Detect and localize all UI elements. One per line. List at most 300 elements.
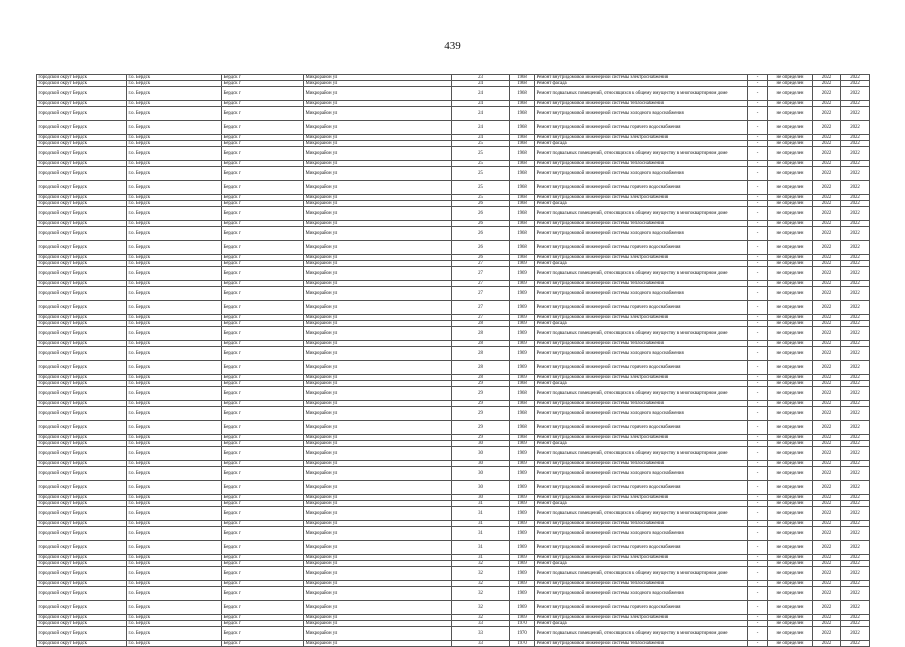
table-row: [37, 327, 870, 341]
dash-cell: -: [748, 167, 768, 181]
status-cell: не определен: [768, 407, 813, 421]
street-cell: Микрорайон ул: [304, 167, 452, 181]
table-row: [37, 541, 870, 555]
status-cell: не определен: [768, 327, 813, 341]
city-cell: Бердск г: [222, 315, 304, 321]
table-row: [37, 507, 870, 521]
dash-cell: -: [748, 287, 768, 301]
house-cell: 24: [452, 107, 510, 121]
year-to-cell: 2022: [841, 621, 870, 627]
year-from-cell: 2022: [813, 327, 841, 341]
dash-cell: -: [748, 341, 768, 347]
dash-cell: -: [748, 401, 768, 407]
district-cell: городской округ Бердск: [37, 461, 127, 467]
year-from-cell: 2022: [813, 267, 841, 281]
house-cell: 24: [452, 135, 510, 141]
status-cell: не определен: [768, 107, 813, 121]
district-cell: городской округ Бердск: [37, 195, 127, 201]
work-type-cell: Ремонт внутридомовой инженерной системы электроснабжения: [535, 195, 748, 201]
year-to-cell: 2022: [841, 287, 870, 301]
house-cell: 25: [452, 195, 510, 201]
year-from-cell: 2022: [813, 241, 841, 255]
city-cell: Бердск г: [222, 581, 304, 587]
year-to-cell: 2022: [841, 567, 870, 581]
year-from-cell: 2022: [813, 627, 841, 641]
dash-cell: -: [748, 561, 768, 567]
settlement-cell: г.о. Бердск: [127, 587, 222, 601]
year-from-cell: 2022: [813, 101, 841, 107]
house-cell: 28: [452, 341, 510, 347]
dash-cell: -: [748, 267, 768, 281]
house-cell: 27: [452, 315, 510, 321]
table-row: [37, 481, 870, 495]
street-cell: Микрорайон ул: [304, 87, 452, 101]
year-to-cell: 2022: [841, 401, 870, 407]
dash-cell: -: [748, 147, 768, 161]
status-cell: не определен: [768, 221, 813, 227]
city-cell: Бердск г: [222, 195, 304, 201]
year-built-cell: 1970: [510, 627, 535, 641]
year-built-cell: 1968: [510, 101, 535, 107]
district-cell: городской округ Бердск: [37, 255, 127, 261]
year-from-cell: 2022: [813, 621, 841, 627]
house-cell: 29: [452, 435, 510, 441]
district-cell: городской округ Бердск: [37, 75, 127, 81]
street-cell: Микрорайон ул: [304, 387, 452, 401]
settlement-cell: г.о. Бердск: [127, 195, 222, 201]
table-row: [37, 567, 870, 581]
settlement-cell: г.о. Бердск: [127, 381, 222, 387]
street-cell: Микрорайон ул: [304, 375, 452, 381]
status-cell: не определен: [768, 207, 813, 221]
city-cell: Бердск г: [222, 301, 304, 315]
status-cell: не определен: [768, 381, 813, 387]
year-built-cell: 1968: [510, 161, 535, 167]
year-to-cell: 2022: [841, 435, 870, 441]
city-cell: Бердск г: [222, 267, 304, 281]
dash-cell: -: [748, 101, 768, 107]
district-cell: городской округ Бердск: [37, 81, 127, 87]
city-cell: Бердск г: [222, 447, 304, 461]
year-to-cell: 2022: [841, 387, 870, 401]
status-cell: не определен: [768, 321, 813, 327]
year-to-cell: 2022: [841, 481, 870, 495]
status-cell: не определен: [768, 387, 813, 401]
work-type-cell: Ремонт внутридомовой инженерной системы теплоснабжения: [535, 401, 748, 407]
district-cell: городской округ Бердск: [37, 135, 127, 141]
house-cell: 30: [452, 495, 510, 501]
settlement-cell: г.о. Бердск: [127, 401, 222, 407]
year-built-cell: 1968: [510, 255, 535, 261]
year-from-cell: 2022: [813, 87, 841, 101]
street-cell: Микрорайон ул: [304, 627, 452, 641]
year-built-cell: 1968: [510, 381, 535, 387]
street-cell: Микрорайон ул: [304, 601, 452, 615]
city-cell: Бердск г: [222, 107, 304, 121]
dash-cell: -: [748, 281, 768, 287]
year-to-cell: 2022: [841, 261, 870, 267]
city-cell: Бердск г: [222, 521, 304, 527]
year-from-cell: 2022: [813, 641, 841, 647]
house-cell: 29: [452, 387, 510, 401]
year-built-cell: 1970: [510, 621, 535, 627]
status-cell: не определен: [768, 301, 813, 315]
settlement-cell: г.о. Бердск: [127, 341, 222, 347]
house-cell: 31: [452, 541, 510, 555]
city-cell: Бердск г: [222, 587, 304, 601]
district-cell: городской округ Бердск: [37, 495, 127, 501]
work-type-cell: Ремонт внутридомовой инженерной системы электроснабжения: [535, 315, 748, 321]
year-from-cell: 2022: [813, 561, 841, 567]
year-to-cell: 2022: [841, 161, 870, 167]
district-cell: городской округ Бердск: [37, 267, 127, 281]
year-from-cell: 2022: [813, 195, 841, 201]
work-type-cell: Ремонт внутридомовой инженерной системы теплоснабжения: [535, 221, 748, 227]
dash-cell: -: [748, 627, 768, 641]
work-type-cell: Ремонт внутридомовой инженерной системы холодного водоснабжения: [535, 107, 748, 121]
street-cell: Микрорайон ул: [304, 261, 452, 267]
work-type-cell: Ремонт внутридомовой инженерной системы теплоснабжения: [535, 161, 748, 167]
settlement-cell: г.о. Бердск: [127, 541, 222, 555]
street-cell: Микрорайон ул: [304, 101, 452, 107]
dash-cell: -: [748, 375, 768, 381]
city-cell: Бердск г: [222, 507, 304, 521]
table-row: [37, 387, 870, 401]
work-type-cell: Ремонт внутридомовой инженерной системы горячего водоснабжения: [535, 121, 748, 135]
street-cell: Микрорайон ул: [304, 207, 452, 221]
work-type-cell: Ремонт внутридомовой инженерной системы электроснабжения: [535, 75, 748, 81]
house-cell: 30: [452, 467, 510, 481]
work-type-cell: Ремонт фасада: [535, 441, 748, 447]
table-row: [37, 227, 870, 241]
street-cell: Микрорайон ул: [304, 407, 452, 421]
year-to-cell: 2022: [841, 201, 870, 207]
city-cell: Бердск г: [222, 555, 304, 561]
city-cell: Бердск г: [222, 615, 304, 621]
year-built-cell: 1968: [510, 201, 535, 207]
settlement-cell: г.о. Бердск: [127, 447, 222, 461]
year-built-cell: 1968: [510, 75, 535, 81]
year-from-cell: 2022: [813, 227, 841, 241]
year-to-cell: 2022: [841, 195, 870, 201]
year-to-cell: 2022: [841, 461, 870, 467]
status-cell: не определен: [768, 255, 813, 261]
work-type-cell: Ремонт фасада: [535, 621, 748, 627]
year-from-cell: 2022: [813, 341, 841, 347]
district-cell: городской округ Бердск: [37, 555, 127, 561]
year-built-cell: 1969: [510, 441, 535, 447]
dash-cell: -: [748, 521, 768, 527]
table-row: [37, 407, 870, 421]
house-cell: 33: [452, 621, 510, 627]
city-cell: Бердск г: [222, 255, 304, 261]
settlement-cell: г.о. Бердск: [127, 567, 222, 581]
table-row: [37, 241, 870, 255]
street-cell: Микрорайон ул: [304, 441, 452, 447]
status-cell: не определен: [768, 315, 813, 321]
work-type-cell: Ремонт внутридомовой инженерной системы холодного водоснабжения: [535, 407, 748, 421]
dash-cell: -: [748, 207, 768, 221]
status-cell: не определен: [768, 495, 813, 501]
house-cell: 28: [452, 327, 510, 341]
house-cell: 27: [452, 301, 510, 315]
dash-cell: -: [748, 407, 768, 421]
year-to-cell: 2022: [841, 615, 870, 621]
work-type-cell: Ремонт внутридомовой инженерной системы горячего водоснабжения: [535, 601, 748, 615]
year-built-cell: 1969: [510, 347, 535, 361]
status-cell: не определен: [768, 287, 813, 301]
street-cell: Микрорайон ул: [304, 135, 452, 141]
house-cell: 28: [452, 321, 510, 327]
street-cell: Микрорайон ул: [304, 567, 452, 581]
status-cell: не определен: [768, 621, 813, 627]
settlement-cell: г.о. Бердск: [127, 461, 222, 467]
city-cell: Бердск г: [222, 481, 304, 495]
year-from-cell: 2022: [813, 201, 841, 207]
status-cell: не определен: [768, 361, 813, 375]
status-cell: не определен: [768, 141, 813, 147]
year-built-cell: 1969: [510, 561, 535, 567]
work-type-cell: Ремонт внутридомовой инженерной системы электроснабжения: [535, 495, 748, 501]
year-from-cell: 2022: [813, 167, 841, 181]
district-cell: городской округ Бердск: [37, 387, 127, 401]
status-cell: не определен: [768, 567, 813, 581]
status-cell: не определен: [768, 261, 813, 267]
year-built-cell: 1969: [510, 601, 535, 615]
dash-cell: -: [748, 587, 768, 601]
table-row: [37, 267, 870, 281]
settlement-cell: г.о. Бердск: [127, 467, 222, 481]
district-cell: городской округ Бердск: [37, 227, 127, 241]
dash-cell: -: [748, 501, 768, 507]
district-cell: городской округ Бердск: [37, 435, 127, 441]
year-built-cell: 1968: [510, 167, 535, 181]
house-cell: 30: [452, 461, 510, 467]
district-cell: городской округ Бердск: [37, 375, 127, 381]
street-cell: Микрорайон ул: [304, 347, 452, 361]
dash-cell: -: [748, 461, 768, 467]
street-cell: Микрорайон ул: [304, 361, 452, 375]
status-cell: не определен: [768, 81, 813, 87]
district-cell: городской округ Бердск: [37, 287, 127, 301]
street-cell: Микрорайон ул: [304, 287, 452, 301]
settlement-cell: г.о. Бердск: [127, 527, 222, 541]
work-type-cell: Ремонт внутридомовой инженерной системы холодного водоснабжения: [535, 587, 748, 601]
work-type-cell: Ремонт подвальных помещений, относящихся к общему имуществу в многоквартирном доме: [535, 627, 748, 641]
year-to-cell: 2022: [841, 555, 870, 561]
status-cell: не определен: [768, 581, 813, 587]
district-cell: городской округ Бердск: [37, 481, 127, 495]
city-cell: Бердск г: [222, 467, 304, 481]
street-cell: Микрорайон ул: [304, 201, 452, 207]
house-cell: 31: [452, 527, 510, 541]
house-cell: 32: [452, 561, 510, 567]
work-type-cell: Ремонт внутридомовой инженерной системы горячего водоснабжения: [535, 421, 748, 435]
settlement-cell: г.о. Бердск: [127, 507, 222, 521]
settlement-cell: г.о. Бердск: [127, 521, 222, 527]
year-built-cell: 1969: [510, 261, 535, 267]
house-cell: 24: [452, 87, 510, 101]
city-cell: Бердск г: [222, 281, 304, 287]
dash-cell: -: [748, 227, 768, 241]
year-to-cell: 2022: [841, 221, 870, 227]
work-type-cell: Ремонт внутридомовой инженерной системы теплоснабжения: [535, 101, 748, 107]
house-cell: 26: [452, 201, 510, 207]
year-from-cell: 2022: [813, 361, 841, 375]
city-cell: Бердск г: [222, 461, 304, 467]
dash-cell: -: [748, 241, 768, 255]
district-cell: городской округ Бердск: [37, 401, 127, 407]
work-type-cell: Ремонт подвальных помещений, относящихся к общему имуществу в многоквартирном доме: [535, 567, 748, 581]
page-number: 439: [444, 40, 461, 52]
year-to-cell: 2022: [841, 447, 870, 461]
street-cell: Микрорайон ул: [304, 255, 452, 261]
settlement-cell: г.о. Бердск: [127, 407, 222, 421]
year-to-cell: 2022: [841, 341, 870, 347]
settlement-cell: г.о. Бердск: [127, 561, 222, 567]
status-cell: не определен: [768, 641, 813, 647]
year-to-cell: 2022: [841, 227, 870, 241]
work-type-cell: Ремонт внутридомовой инженерной системы холодного водоснабжения: [535, 527, 748, 541]
district-cell: городской округ Бердск: [37, 381, 127, 387]
street-cell: Микрорайон ул: [304, 281, 452, 287]
year-from-cell: 2022: [813, 447, 841, 461]
house-cell: 25: [452, 161, 510, 167]
street-cell: Микрорайон ул: [304, 495, 452, 501]
street-cell: Микрорайон ул: [304, 301, 452, 315]
table-row: [37, 181, 870, 195]
year-built-cell: 1968: [510, 401, 535, 407]
year-to-cell: 2022: [841, 601, 870, 615]
house-cell: 31: [452, 521, 510, 527]
house-cell: 27: [452, 261, 510, 267]
district-cell: городской округ Бердск: [37, 141, 127, 147]
street-cell: Микрорайон ул: [304, 321, 452, 327]
table-row: [37, 207, 870, 221]
dash-cell: -: [748, 581, 768, 587]
status-cell: не определен: [768, 541, 813, 555]
house-cell: 30: [452, 481, 510, 495]
settlement-cell: г.о. Бердск: [127, 421, 222, 435]
year-built-cell: 1969: [510, 267, 535, 281]
district-cell: городской округ Бердск: [37, 447, 127, 461]
year-from-cell: 2022: [813, 567, 841, 581]
table-row: [37, 87, 870, 101]
year-built-cell: 1969: [510, 567, 535, 581]
street-cell: Микрорайон ул: [304, 555, 452, 561]
year-from-cell: 2022: [813, 481, 841, 495]
table-row: [37, 627, 870, 641]
district-cell: городской округ Бердск: [37, 221, 127, 227]
district-cell: городской округ Бердск: [37, 315, 127, 321]
year-to-cell: 2022: [841, 587, 870, 601]
dash-cell: -: [748, 615, 768, 621]
street-cell: Микрорайон ул: [304, 561, 452, 567]
year-from-cell: 2022: [813, 221, 841, 227]
city-cell: Бердск г: [222, 441, 304, 447]
city-cell: Бердск г: [222, 75, 304, 81]
work-type-cell: Ремонт фасада: [535, 201, 748, 207]
city-cell: Бердск г: [222, 221, 304, 227]
settlement-cell: г.о. Бердск: [127, 481, 222, 495]
table-body: [37, 75, 870, 647]
year-from-cell: 2022: [813, 581, 841, 587]
city-cell: Бердск г: [222, 347, 304, 361]
status-cell: не определен: [768, 441, 813, 447]
dash-cell: -: [748, 361, 768, 375]
district-cell: городской округ Бердск: [37, 541, 127, 555]
city-cell: Бердск г: [222, 327, 304, 341]
work-type-cell: Ремонт внутридомовой инженерной системы электроснабжения: [535, 615, 748, 621]
status-cell: не определен: [768, 121, 813, 135]
district-cell: городской округ Бердск: [37, 441, 127, 447]
year-to-cell: 2022: [841, 501, 870, 507]
settlement-cell: г.о. Бердск: [127, 387, 222, 401]
status-cell: не определен: [768, 147, 813, 161]
street-cell: Микрорайон ул: [304, 75, 452, 81]
table-row: [37, 347, 870, 361]
city-cell: Бердск г: [222, 321, 304, 327]
house-cell: 25: [452, 181, 510, 195]
year-to-cell: 2022: [841, 181, 870, 195]
settlement-cell: г.о. Бердск: [127, 327, 222, 341]
dash-cell: -: [748, 467, 768, 481]
city-cell: Бердск г: [222, 387, 304, 401]
city-cell: Бердск г: [222, 567, 304, 581]
status-cell: не определен: [768, 561, 813, 567]
district-cell: городской округ Бердск: [37, 641, 127, 647]
year-built-cell: 1968: [510, 221, 535, 227]
table-row: [37, 147, 870, 161]
district-cell: городской округ Бердск: [37, 587, 127, 601]
dash-cell: -: [748, 255, 768, 261]
work-type-cell: Ремонт внутридомовой инженерной системы электроснабжения: [535, 435, 748, 441]
settlement-cell: г.о. Бердск: [127, 167, 222, 181]
year-built-cell: 1968: [510, 107, 535, 121]
year-from-cell: 2022: [813, 527, 841, 541]
street-cell: Микрорайон ул: [304, 141, 452, 147]
year-built-cell: 1969: [510, 527, 535, 541]
city-cell: Бердск г: [222, 421, 304, 435]
house-cell: 29: [452, 381, 510, 387]
district-cell: городской округ Бердск: [37, 327, 127, 341]
house-cell: 32: [452, 601, 510, 615]
year-from-cell: 2022: [813, 261, 841, 267]
street-cell: Микрорайон ул: [304, 107, 452, 121]
year-built-cell: 1969: [510, 521, 535, 527]
city-cell: Бердск г: [222, 627, 304, 641]
status-cell: не определен: [768, 75, 813, 81]
house-cell: 32: [452, 615, 510, 621]
year-built-cell: 1968: [510, 121, 535, 135]
year-from-cell: 2022: [813, 315, 841, 321]
year-from-cell: 2022: [813, 347, 841, 361]
house-cell: 26: [452, 241, 510, 255]
year-built-cell: 1969: [510, 375, 535, 381]
table-row: [37, 301, 870, 315]
year-from-cell: 2022: [813, 467, 841, 481]
dash-cell: -: [748, 421, 768, 435]
dash-cell: -: [748, 381, 768, 387]
street-cell: Микрорайон ул: [304, 267, 452, 281]
street-cell: Микрорайон ул: [304, 147, 452, 161]
house-cell: 33: [452, 641, 510, 647]
work-type-cell: Ремонт внутридомовой инженерной системы горячего водоснабжения: [535, 241, 748, 255]
dash-cell: -: [748, 81, 768, 87]
settlement-cell: г.о. Бердск: [127, 615, 222, 621]
status-cell: не определен: [768, 447, 813, 461]
house-cell: 24: [452, 81, 510, 87]
